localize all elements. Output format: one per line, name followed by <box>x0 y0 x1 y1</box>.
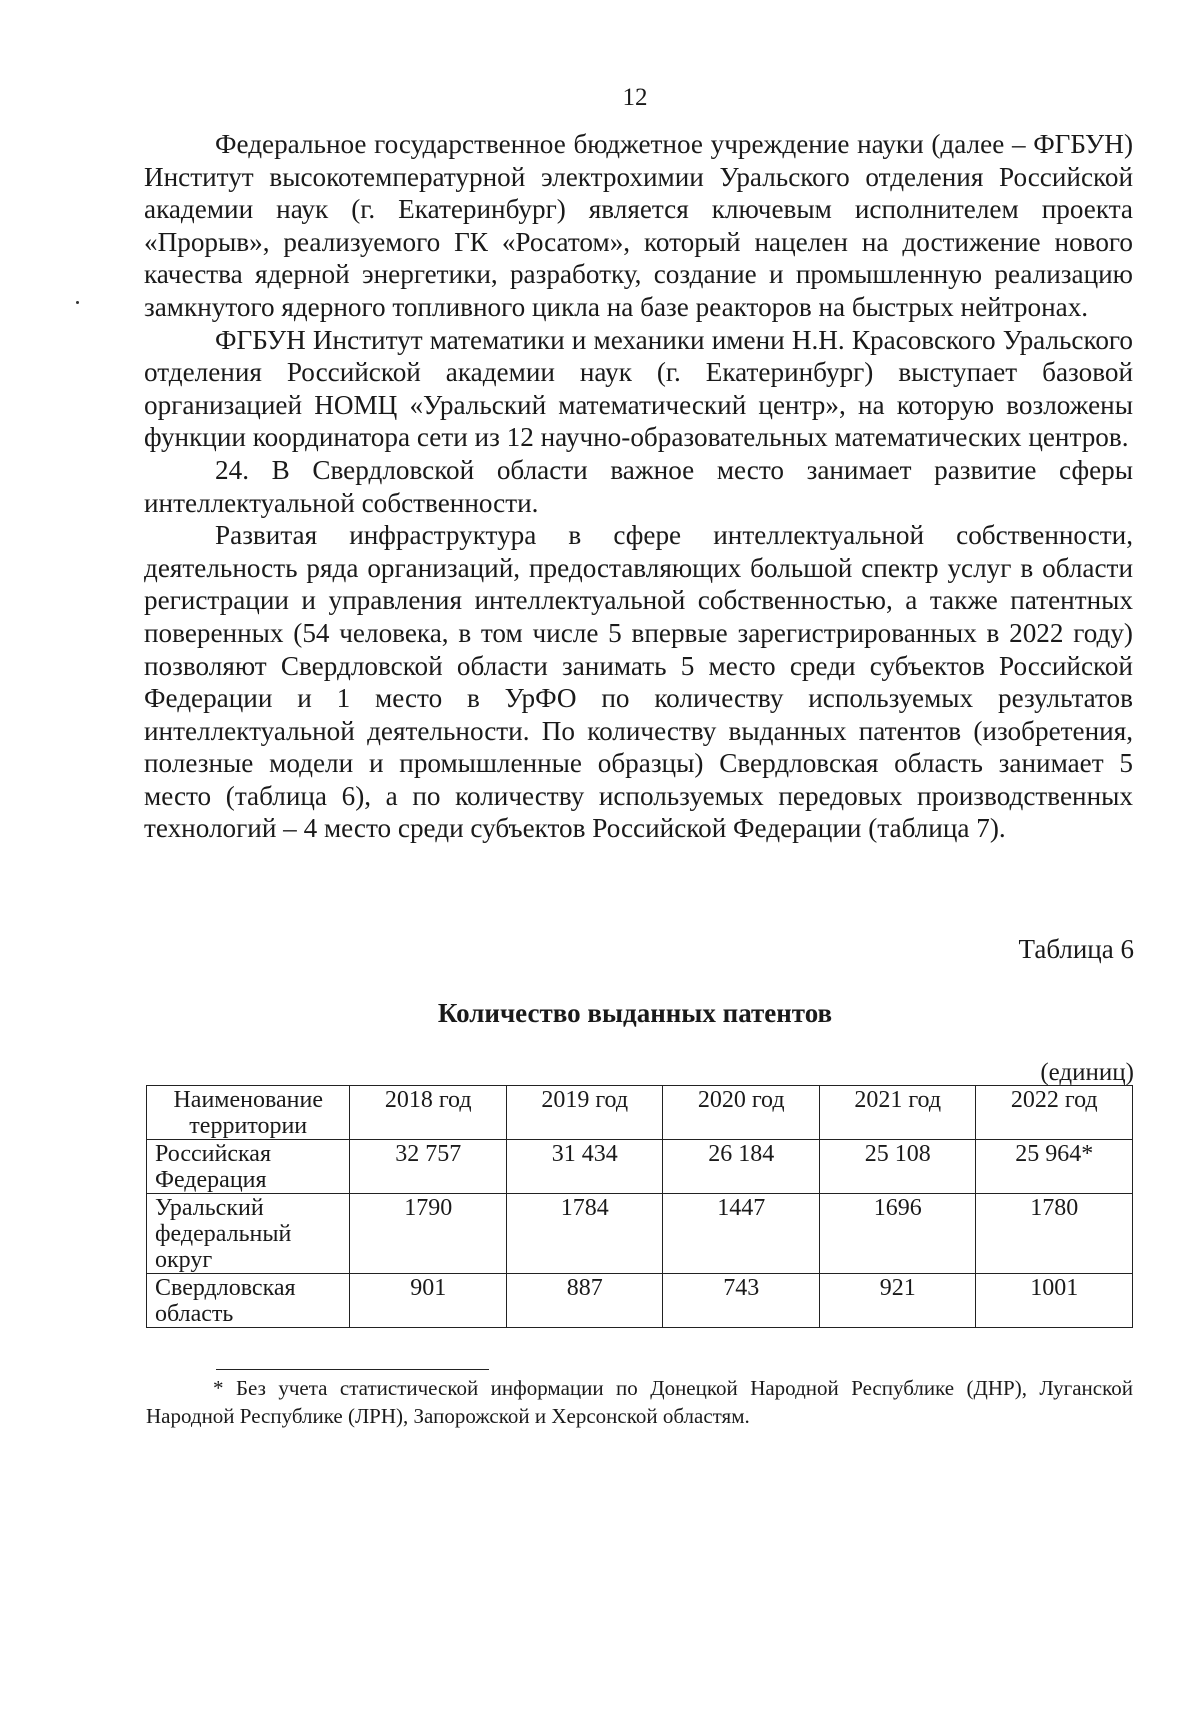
table-units: (единиц) <box>1040 1059 1134 1086</box>
value-cell: 1447 <box>663 1194 820 1274</box>
value-cell: 32 757 <box>350 1140 507 1194</box>
value-cell: 743 <box>663 1274 820 1328</box>
scan-speck <box>76 301 79 304</box>
value-cell: 1696 <box>819 1194 976 1274</box>
territory-cell: Российская Федерация <box>147 1140 350 1194</box>
table-header-row <box>147 1086 1133 1140</box>
territory-cell: Свердловская область <box>147 1274 350 1328</box>
header-2021: 2021 год <box>819 1086 976 1140</box>
header-territory: Наименование территории <box>147 1086 350 1140</box>
table-title: Количество выданных патентов <box>437 998 833 1028</box>
territory-cell: Уральский федеральный округ <box>147 1194 350 1274</box>
paragraph-ip-infrastructure: Развитая инфраструктура в сфере интеллектуальной собственности, деятельность ряда организаций, предоставляющих большой спектр услуг в области регистрации и управления интеллектуальной собственностью, а также патентных поверенных (54 человека, в том числе 5 впервые зарегистрированных в 2022 году) позволяют Свердловской области занимать 5 место среди субъектов Российской Федерации и 1 место в УрФО по количеству используемых результатов интеллектуальной деятельности. По количеству выданных патентов (изобретения, полезные модели и промышленные образцы) Свердловская область занимает 5 место (таблица 6), а по количеству используемых передовых производственных технологий – 4 место среди субъектов Российской Федерации (таблица 7). <box>144 520 1133 844</box>
header-2019: 2019 год <box>506 1086 663 1140</box>
footnote-separator <box>216 1369 489 1370</box>
patents-table <box>146 1085 1133 1328</box>
value-cell: 901 <box>350 1274 507 1328</box>
value-cell: 1784 <box>506 1194 663 1274</box>
value-cell: 31 434 <box>506 1140 663 1194</box>
header-2022: 2022 год <box>976 1086 1133 1140</box>
value-cell: 887 <box>506 1274 663 1328</box>
paragraph-institute-electrochemistry: Федеральное государственное бюджетное учреждение науки (далее – ФГБУН) Институт высокотемпературной электрохимии Уральского отделения Российской академии наук (г. Екатеринбург) является ключевым исполнителем проекта «Прорыв», реализуемого ГК «Росатом», который нацелен на достижение нового качества ядерной энергетики, разработку, создание и промышленную реализацию замкнутого ядерного топливного цикла на базе реакторов на быстрых нейтронах. <box>144 129 1133 322</box>
header-2020: 2020 год <box>663 1086 820 1140</box>
value-cell: 921 <box>819 1274 976 1328</box>
table-row <box>147 1194 1133 1274</box>
table-row <box>147 1274 1133 1328</box>
body-text <box>144 128 1133 845</box>
value-cell: 1001 <box>976 1274 1133 1328</box>
table-row <box>147 1140 1133 1194</box>
page-number: 12 <box>622 84 648 111</box>
value-cell: 1790 <box>350 1194 507 1274</box>
paragraph-institute-mathematics: ФГБУН Институт математики и механики имени Н.Н. Красовского Уральского отделения Российской академии наук (г. Екатеринбург) выступает базовой организацией НОМЦ «Уральский математический центр», на которую возложены функции координатора сети из 12 научно-образовательных математических центров. <box>144 324 1133 453</box>
paragraph-item-24: 24. В Свердловской области важное место занимает развитие сферы интеллектуальной собственности. <box>144 454 1133 518</box>
value-cell: 26 184 <box>663 1140 820 1194</box>
value-cell: 25 964* <box>976 1140 1133 1194</box>
footnote: * Без учета статистической информации по Донецкой Народной Республике (ДНР), Луганской Народной Республике (ЛРН), Запорожской и Херсонской областям. <box>146 1376 1133 1428</box>
value-cell: 1780 <box>976 1194 1133 1274</box>
value-cell: 25 108 <box>819 1140 976 1194</box>
header-2018: 2018 год <box>350 1086 507 1140</box>
table-label: Таблица 6 <box>1018 934 1134 964</box>
